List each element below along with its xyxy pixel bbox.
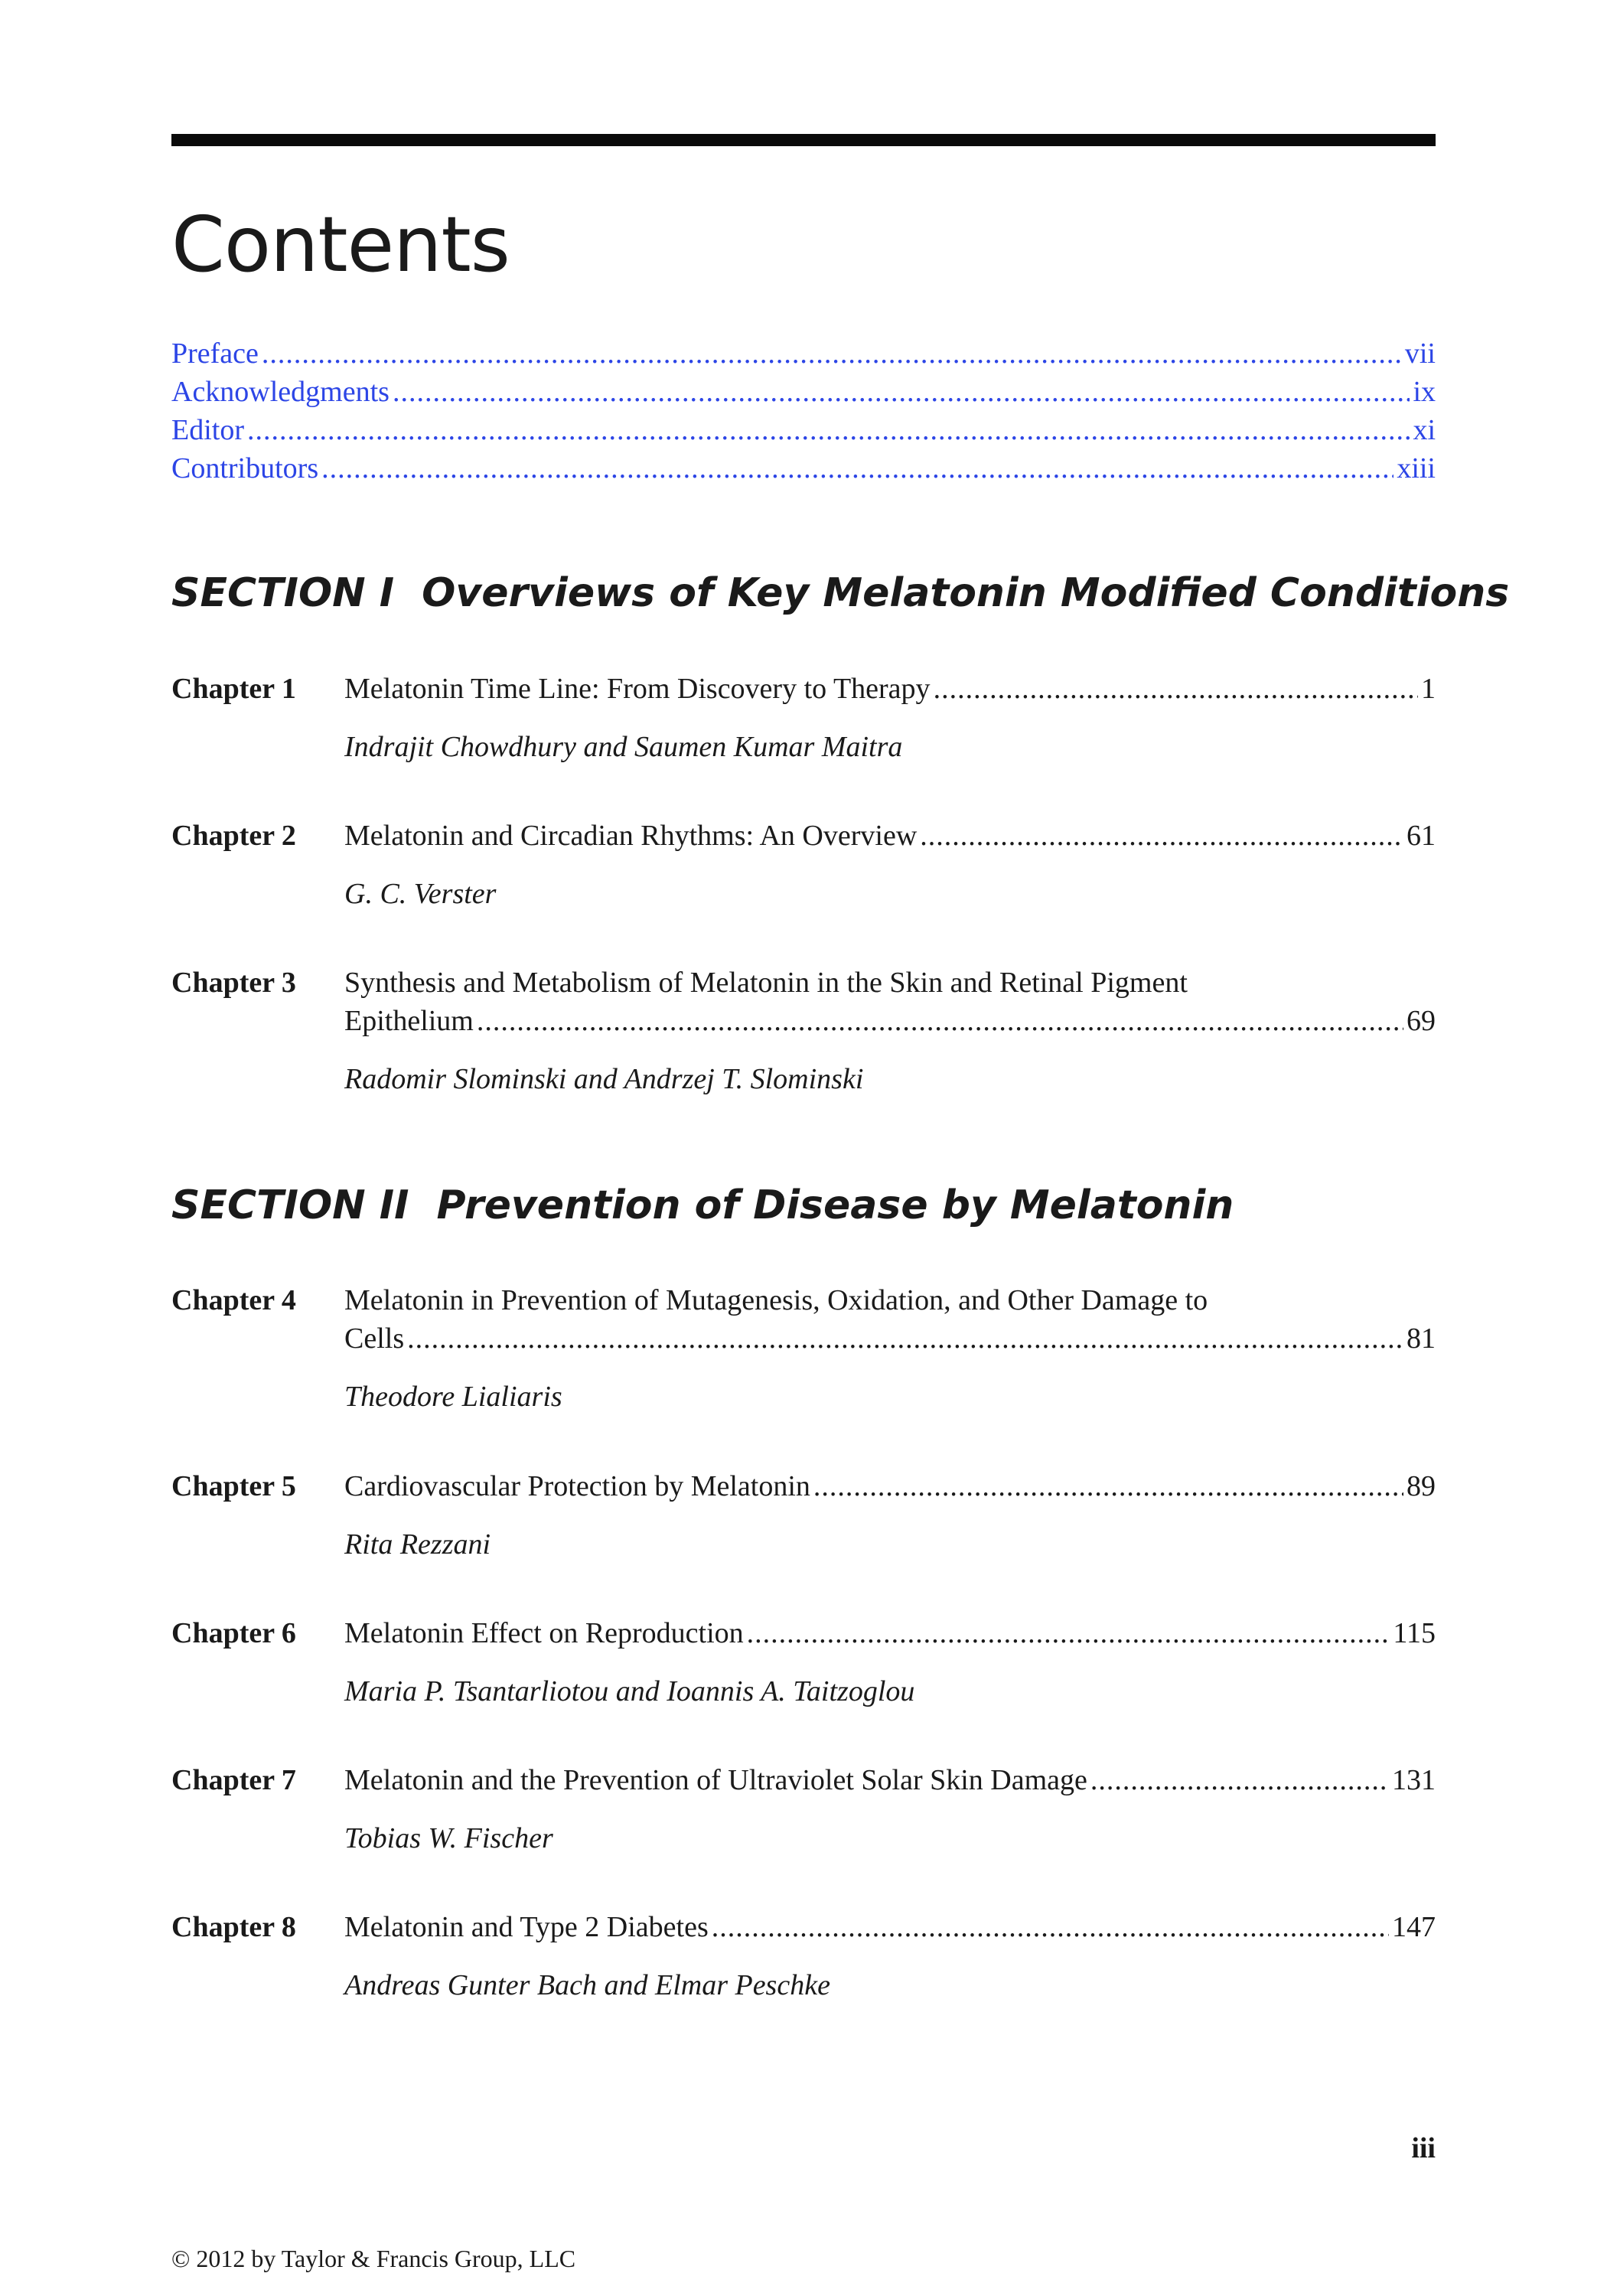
chapter-page: 1 xyxy=(1421,673,1436,705)
leader-dots xyxy=(262,339,1402,368)
chapter-title-line-1[interactable]: Synthesis and Metabolism of Melatonin in the Skin and Retinal Pigment xyxy=(344,967,1188,999)
chapter-link[interactable] xyxy=(344,1004,1436,1042)
chapter-title: Epithelium xyxy=(344,1005,474,1037)
leader-dots xyxy=(934,674,1418,703)
chapter-authors: Andreas Gunter Bach and Elmar Peschke xyxy=(344,1969,830,2001)
chapter-link[interactable] xyxy=(344,1322,1436,1360)
chapter-title: Melatonin Time Line: From Discovery to Therapy xyxy=(344,673,931,705)
chapter-label: Chapter 7 xyxy=(171,1764,296,1796)
leader-dots xyxy=(920,821,1403,850)
section-heading-1 xyxy=(171,570,1509,616)
leader-dots xyxy=(747,1619,1390,1648)
toc-link-editor[interactable] xyxy=(171,413,1436,452)
chapter-label: Chapter 1 xyxy=(171,673,296,705)
chapter-link[interactable] xyxy=(344,1763,1436,1802)
chapter-authors: Tobias W. Fischer xyxy=(344,1822,553,1854)
top-rule xyxy=(171,134,1436,146)
chapter-title: Cardiovascular Protection by Melatonin xyxy=(344,1470,810,1502)
chapter-page: 147 xyxy=(1392,1911,1436,1943)
chapter-link[interactable] xyxy=(344,1469,1436,1508)
chapter-authors: Theodore Lialiaris xyxy=(344,1381,562,1413)
toc-link-page: xi xyxy=(1413,414,1436,446)
chapter-label: Chapter 8 xyxy=(171,1911,296,1943)
chapter-label: Chapter 5 xyxy=(171,1470,296,1502)
chapter-title: Cells xyxy=(344,1322,405,1355)
leader-dots xyxy=(407,1324,1403,1353)
leader-dots xyxy=(1090,1766,1389,1795)
toc-link-page: xiii xyxy=(1397,452,1436,484)
chapter-authors: Maria P. Tsantarliotou and Ioannis A. Taitzoglou xyxy=(344,1675,915,1707)
section-heading-2 xyxy=(171,1182,1234,1228)
toc-link-label: Preface xyxy=(171,338,259,370)
chapter-authors: G. C. Verster xyxy=(344,878,497,910)
chapter-authors: Radomir Slominski and Andrzej T. Slominski xyxy=(344,1063,864,1095)
chapter-title: Melatonin and the Prevention of Ultraviolet Solar Skin Damage xyxy=(344,1764,1087,1796)
chapter-title: Melatonin and Circadian Rhythms: An Overview xyxy=(344,820,918,852)
section-title: Prevention of Disease by Melatonin xyxy=(436,1182,1234,1228)
chapter-authors: Indrajit Chowdhury and Saumen Kumar Maitra xyxy=(344,731,903,763)
chapter-link[interactable] xyxy=(344,819,1436,857)
chapter-page: 69 xyxy=(1407,1005,1436,1037)
leader-dots xyxy=(321,454,1393,483)
toc-link-label: Contributors xyxy=(171,452,319,484)
chapter-label: Chapter 6 xyxy=(171,1617,296,1649)
chapter-title: Melatonin and Type 2 Diabetes xyxy=(344,1911,709,1943)
toc-link-page: ix xyxy=(1413,376,1436,408)
toc-link-contributors[interactable] xyxy=(171,452,1436,490)
toc-link-label: Acknowledgments xyxy=(171,376,390,408)
chapter-page: 115 xyxy=(1393,1617,1436,1649)
chapter-page: 61 xyxy=(1407,820,1436,852)
leader-dots xyxy=(393,377,1410,406)
page-folio: iii xyxy=(1411,2132,1436,2164)
chapter-link[interactable] xyxy=(344,672,1436,710)
chapter-label: Chapter 2 xyxy=(171,820,296,852)
chapter-page: 89 xyxy=(1407,1470,1436,1502)
copyright-notice: © 2012 by Taylor & Francis Group, LLC xyxy=(171,2245,576,2272)
chapter-link[interactable] xyxy=(344,1910,1436,1949)
leader-dots xyxy=(813,1472,1403,1501)
chapter-label: Chapter 4 xyxy=(171,1284,296,1316)
chapter-page: 131 xyxy=(1392,1764,1436,1796)
chapter-title-line-1[interactable]: Melatonin in Prevention of Mutagenesis, Oxidation, and Other Damage to xyxy=(344,1284,1208,1316)
section-number: SECTION II xyxy=(171,1182,409,1228)
chapter-label: Chapter 3 xyxy=(171,967,296,999)
leader-dots xyxy=(477,1006,1403,1035)
toc-link-page: vii xyxy=(1404,338,1436,370)
toc-link-preface[interactable] xyxy=(171,337,1436,375)
leader-dots xyxy=(712,1913,1389,1942)
chapter-title: Melatonin Effect on Reproduction xyxy=(344,1617,744,1649)
toc-link-label: Editor xyxy=(171,414,244,446)
leader-dots xyxy=(247,416,1410,445)
chapter-authors: Rita Rezzani xyxy=(344,1528,491,1561)
front-matter-list xyxy=(171,337,1436,490)
chapter-link[interactable] xyxy=(344,1616,1436,1655)
page-title: Contents xyxy=(171,200,510,289)
chapter-page: 81 xyxy=(1407,1322,1436,1355)
toc-link-acknowledgments[interactable] xyxy=(171,375,1436,413)
section-number: SECTION I xyxy=(171,570,395,616)
section-title: Overviews of Key Melatonin Modified Conditions xyxy=(422,570,1510,616)
